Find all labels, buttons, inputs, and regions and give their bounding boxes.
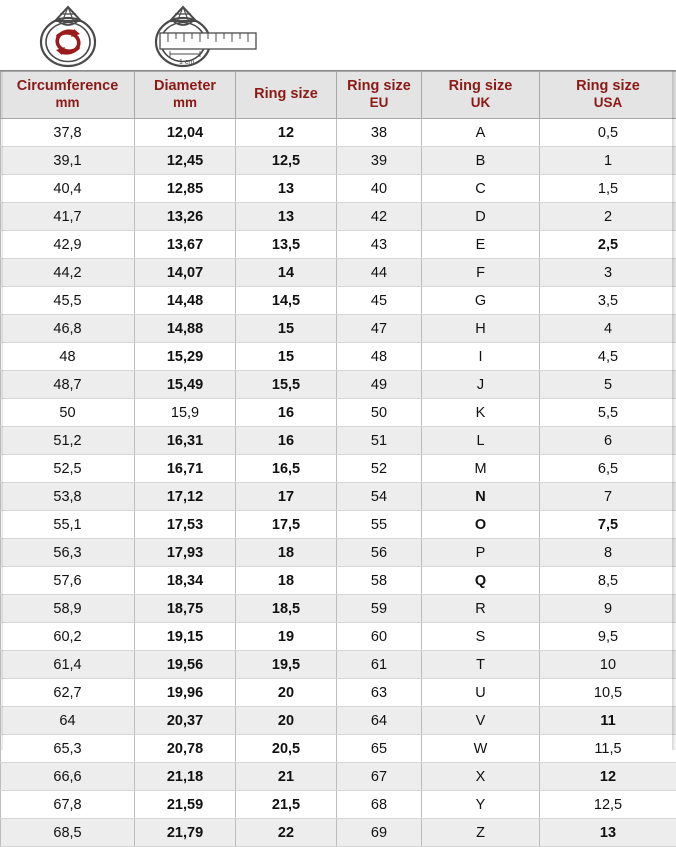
cell-circumference: 50: [1, 399, 135, 427]
table-row: [1, 259, 676, 287]
cell-diameter: 21,59: [135, 791, 236, 819]
cell-circumference: 39,1: [1, 147, 135, 175]
cell-ring-size-usa: 6,5: [540, 455, 676, 483]
cell-ring-size-usa: 12: [540, 763, 676, 791]
cell-ring-size-eu: 65: [337, 735, 422, 763]
cell-diameter: 12,04: [135, 119, 236, 147]
cell-ring-size-eu: 63: [337, 679, 422, 707]
cell-ring-size: 21,5: [236, 791, 337, 819]
cell-circumference: 55,1: [1, 511, 135, 539]
cell-ring-size-uk: D: [422, 203, 540, 231]
cell-ring-size-eu: 68: [337, 791, 422, 819]
cell-diameter: 15,49: [135, 371, 236, 399]
cell-ring-size: 12,5: [236, 147, 337, 175]
cell-ring-size-usa: 4,5: [540, 343, 676, 371]
ring-with-circular-arrows-icon: [22, 2, 114, 73]
column-header-unit: UK: [424, 95, 537, 112]
cell-diameter: 20,78: [135, 735, 236, 763]
cell-ring-size: 15: [236, 315, 337, 343]
cell-circumference: 37,8: [1, 119, 135, 147]
table-row: [1, 287, 676, 315]
cell-ring-size: 15: [236, 343, 337, 371]
cell-diameter: 14,07: [135, 259, 236, 287]
column-header-title: Ring size: [347, 78, 411, 94]
cell-ring-size-eu: 59: [337, 595, 422, 623]
cell-diameter: 13,26: [135, 203, 236, 231]
cell-diameter: 19,56: [135, 651, 236, 679]
table-row: [1, 427, 676, 455]
cell-ring-size-uk: A: [422, 119, 540, 147]
cell-circumference: 56,3: [1, 539, 135, 567]
table-row: [1, 763, 676, 791]
table-header: [1, 72, 676, 119]
ring-size-table: [0, 71, 676, 847]
table-row: [1, 735, 676, 763]
cell-circumference: 42,9: [1, 231, 135, 259]
table-row: [1, 399, 676, 427]
cell-ring-size: 12: [236, 119, 337, 147]
cell-circumference: 53,8: [1, 483, 135, 511]
cell-ring-size-usa: 6: [540, 427, 676, 455]
table-row: [1, 231, 676, 259]
column-header-title: Circumference: [17, 78, 119, 94]
cell-ring-size-eu: 49: [337, 371, 422, 399]
cell-ring-size-uk: X: [422, 763, 540, 791]
cell-ring-size-usa: 11: [540, 707, 676, 735]
cell-circumference: 44,2: [1, 259, 135, 287]
cell-ring-size-usa: 7: [540, 483, 676, 511]
cell-diameter: 18,34: [135, 567, 236, 595]
table-row: [1, 511, 676, 539]
cell-ring-size-uk: S: [422, 623, 540, 651]
cell-ring-size: 16,5: [236, 455, 337, 483]
cell-ring-size-eu: 38: [337, 119, 422, 147]
cell-ring-size: 13: [236, 175, 337, 203]
cell-ring-size-uk: R: [422, 595, 540, 623]
cell-ring-size-eu: 61: [337, 651, 422, 679]
cell-ring-size-uk: I: [422, 343, 540, 371]
illustration-band: [0, 0, 676, 71]
cell-ring-size-eu: 47: [337, 315, 422, 343]
cell-ring-size-eu: 40: [337, 175, 422, 203]
cell-ring-size-usa: 5,5: [540, 399, 676, 427]
column-header-title: Ring size: [449, 78, 513, 94]
table-row: [1, 343, 676, 371]
cell-ring-size-uk: K: [422, 399, 540, 427]
cell-diameter: 17,93: [135, 539, 236, 567]
column-header-ring-size: [236, 72, 337, 119]
cell-ring-size: 17: [236, 483, 337, 511]
ring-with-ruler-icon: [148, 2, 258, 73]
cell-ring-size-usa: 8,5: [540, 567, 676, 595]
column-header-diameter: [135, 72, 236, 119]
cell-circumference: 64: [1, 707, 135, 735]
cell-ring-size: 18: [236, 539, 337, 567]
cell-ring-size-usa: 1: [540, 147, 676, 175]
cell-ring-size: 18: [236, 567, 337, 595]
column-header-unit: mm: [137, 95, 233, 112]
cell-ring-size: 20: [236, 679, 337, 707]
table-row: [1, 483, 676, 511]
cell-ring-size-usa: 7,5: [540, 511, 676, 539]
cell-diameter: 21,18: [135, 763, 236, 791]
cell-ring-size-usa: 0,5: [540, 119, 676, 147]
cell-ring-size-eu: 45: [337, 287, 422, 315]
table-header-row: [1, 72, 676, 119]
cell-ring-size: 13,5: [236, 231, 337, 259]
cell-ring-size-usa: 2,5: [540, 231, 676, 259]
cell-diameter: 12,85: [135, 175, 236, 203]
cell-diameter: 19,15: [135, 623, 236, 651]
column-header-unit: mm: [3, 95, 132, 112]
cell-ring-size-usa: 10: [540, 651, 676, 679]
cell-circumference: 46,8: [1, 315, 135, 343]
cell-ring-size-eu: 48: [337, 343, 422, 371]
cell-ring-size-eu: 60: [337, 623, 422, 651]
cell-ring-size-usa: 2: [540, 203, 676, 231]
cell-ring-size: 20,5: [236, 735, 337, 763]
cell-ring-size-eu: 55: [337, 511, 422, 539]
column-header-ring-size-usa: [540, 72, 676, 119]
cell-ring-size-uk: V: [422, 707, 540, 735]
cell-circumference: 67,8: [1, 791, 135, 819]
cell-diameter: 20,37: [135, 707, 236, 735]
cell-ring-size-usa: 1,5: [540, 175, 676, 203]
cell-ring-size-usa: 11,5: [540, 735, 676, 763]
cell-circumference: 66,6: [1, 763, 135, 791]
cell-diameter: 13,67: [135, 231, 236, 259]
cell-ring-size: 21: [236, 763, 337, 791]
cell-ring-size-eu: 64: [337, 707, 422, 735]
cell-ring-size-usa: 10,5: [540, 679, 676, 707]
cell-circumference: 57,6: [1, 567, 135, 595]
cell-ring-size: 13: [236, 203, 337, 231]
cell-ring-size-eu: 42: [337, 203, 422, 231]
cell-circumference: 48,7: [1, 371, 135, 399]
cell-ring-size-usa: 9: [540, 595, 676, 623]
cell-ring-size: 14: [236, 259, 337, 287]
cell-circumference: 52,5: [1, 455, 135, 483]
cell-ring-size-uk: M: [422, 455, 540, 483]
cell-diameter: 21,79: [135, 819, 236, 847]
column-header-ring-size-eu: [337, 72, 422, 119]
cell-ring-size: 19,5: [236, 651, 337, 679]
cell-ring-size: 14,5: [236, 287, 337, 315]
cell-circumference: 41,7: [1, 203, 135, 231]
cell-ring-size-usa: 3: [540, 259, 676, 287]
table-row: [1, 679, 676, 707]
cell-ring-size-uk: C: [422, 175, 540, 203]
table-row: [1, 455, 676, 483]
cell-ring-size-usa: 3,5: [540, 287, 676, 315]
cell-circumference: 48: [1, 343, 135, 371]
cell-ring-size-eu: 56: [337, 539, 422, 567]
cell-circumference: 60,2: [1, 623, 135, 651]
table-row: [1, 791, 676, 819]
cell-ring-size-uk: U: [422, 679, 540, 707]
cell-ring-size-eu: 51: [337, 427, 422, 455]
cell-ring-size: 20: [236, 707, 337, 735]
cell-ring-size-uk: O: [422, 511, 540, 539]
cell-ring-size-uk: H: [422, 315, 540, 343]
cell-ring-size-eu: 58: [337, 567, 422, 595]
cell-circumference: 68,5: [1, 819, 135, 847]
table-row: [1, 119, 676, 147]
cell-ring-size-uk: F: [422, 259, 540, 287]
cell-circumference: 62,7: [1, 679, 135, 707]
cell-ring-size-uk: L: [422, 427, 540, 455]
cell-ring-size-uk: E: [422, 231, 540, 259]
column-header-circumference: [1, 72, 135, 119]
cell-ring-size-uk: B: [422, 147, 540, 175]
cell-ring-size-eu: 69: [337, 819, 422, 847]
cell-ring-size-uk: Z: [422, 819, 540, 847]
cell-ring-size: 16: [236, 427, 337, 455]
cell-ring-size-usa: 4: [540, 315, 676, 343]
column-header-title: Ring size: [254, 86, 318, 102]
table-row: [1, 707, 676, 735]
cell-ring-size-uk: Y: [422, 791, 540, 819]
cell-ring-size-usa: 13: [540, 819, 676, 847]
cell-ring-size-uk: Q: [422, 567, 540, 595]
cell-diameter: 16,71: [135, 455, 236, 483]
cell-diameter: 14,88: [135, 315, 236, 343]
cell-diameter: 15,9: [135, 399, 236, 427]
cell-ring-size: 19: [236, 623, 337, 651]
column-header-unit: EU: [339, 95, 419, 112]
table-row: [1, 147, 676, 175]
cell-ring-size: 16: [236, 399, 337, 427]
column-header-ring-size-uk: [422, 72, 540, 119]
table-body: [1, 119, 676, 847]
cell-diameter: 17,12: [135, 483, 236, 511]
page-left-edge-shadow: [0, 0, 3, 750]
cell-circumference: 51,2: [1, 427, 135, 455]
column-header-title: Ring size: [576, 78, 640, 94]
cell-ring-size-uk: W: [422, 735, 540, 763]
cell-ring-size-eu: 67: [337, 763, 422, 791]
cell-circumference: 61,4: [1, 651, 135, 679]
cell-ring-size-usa: 5: [540, 371, 676, 399]
table-row: [1, 651, 676, 679]
cell-ring-size-eu: 44: [337, 259, 422, 287]
page-right-edge-shadow: [672, 0, 676, 750]
cell-diameter: 12,45: [135, 147, 236, 175]
cell-ring-size-uk: G: [422, 287, 540, 315]
cell-ring-size-eu: 39: [337, 147, 422, 175]
cell-diameter: 15,29: [135, 343, 236, 371]
table-row: [1, 819, 676, 847]
cell-diameter: 18,75: [135, 595, 236, 623]
cell-ring-size-usa: 12,5: [540, 791, 676, 819]
table-row: [1, 623, 676, 651]
cell-ring-size-uk: T: [422, 651, 540, 679]
column-header-title: Diameter: [154, 78, 216, 94]
table-row: [1, 595, 676, 623]
cell-circumference: 40,4: [1, 175, 135, 203]
cell-circumference: 45,5: [1, 287, 135, 315]
cell-circumference: 58,9: [1, 595, 135, 623]
cell-ring-size-eu: 43: [337, 231, 422, 259]
table-row: [1, 371, 676, 399]
cell-diameter: 16,31: [135, 427, 236, 455]
cell-ring-size-usa: 9,5: [540, 623, 676, 651]
table-row: [1, 315, 676, 343]
table-row: [1, 567, 676, 595]
cell-diameter: 14,48: [135, 287, 236, 315]
cell-ring-size: 15,5: [236, 371, 337, 399]
cell-ring-size-eu: 54: [337, 483, 422, 511]
cell-ring-size-uk: N: [422, 483, 540, 511]
column-header-unit: USA: [542, 95, 674, 112]
cell-ring-size-usa: 8: [540, 539, 676, 567]
cell-ring-size-eu: 50: [337, 399, 422, 427]
cell-ring-size-eu: 52: [337, 455, 422, 483]
cell-diameter: 19,96: [135, 679, 236, 707]
cell-circumference: 65,3: [1, 735, 135, 763]
cell-ring-size-uk: J: [422, 371, 540, 399]
table-row: [1, 175, 676, 203]
cell-ring-size-uk: P: [422, 539, 540, 567]
table-row: [1, 539, 676, 567]
cell-ring-size: 22: [236, 819, 337, 847]
cell-diameter: 17,53: [135, 511, 236, 539]
ruler-scale-caption: 1 cm: [179, 59, 194, 66]
table-row: [1, 203, 676, 231]
cell-ring-size: 18,5: [236, 595, 337, 623]
cell-ring-size: 17,5: [236, 511, 337, 539]
